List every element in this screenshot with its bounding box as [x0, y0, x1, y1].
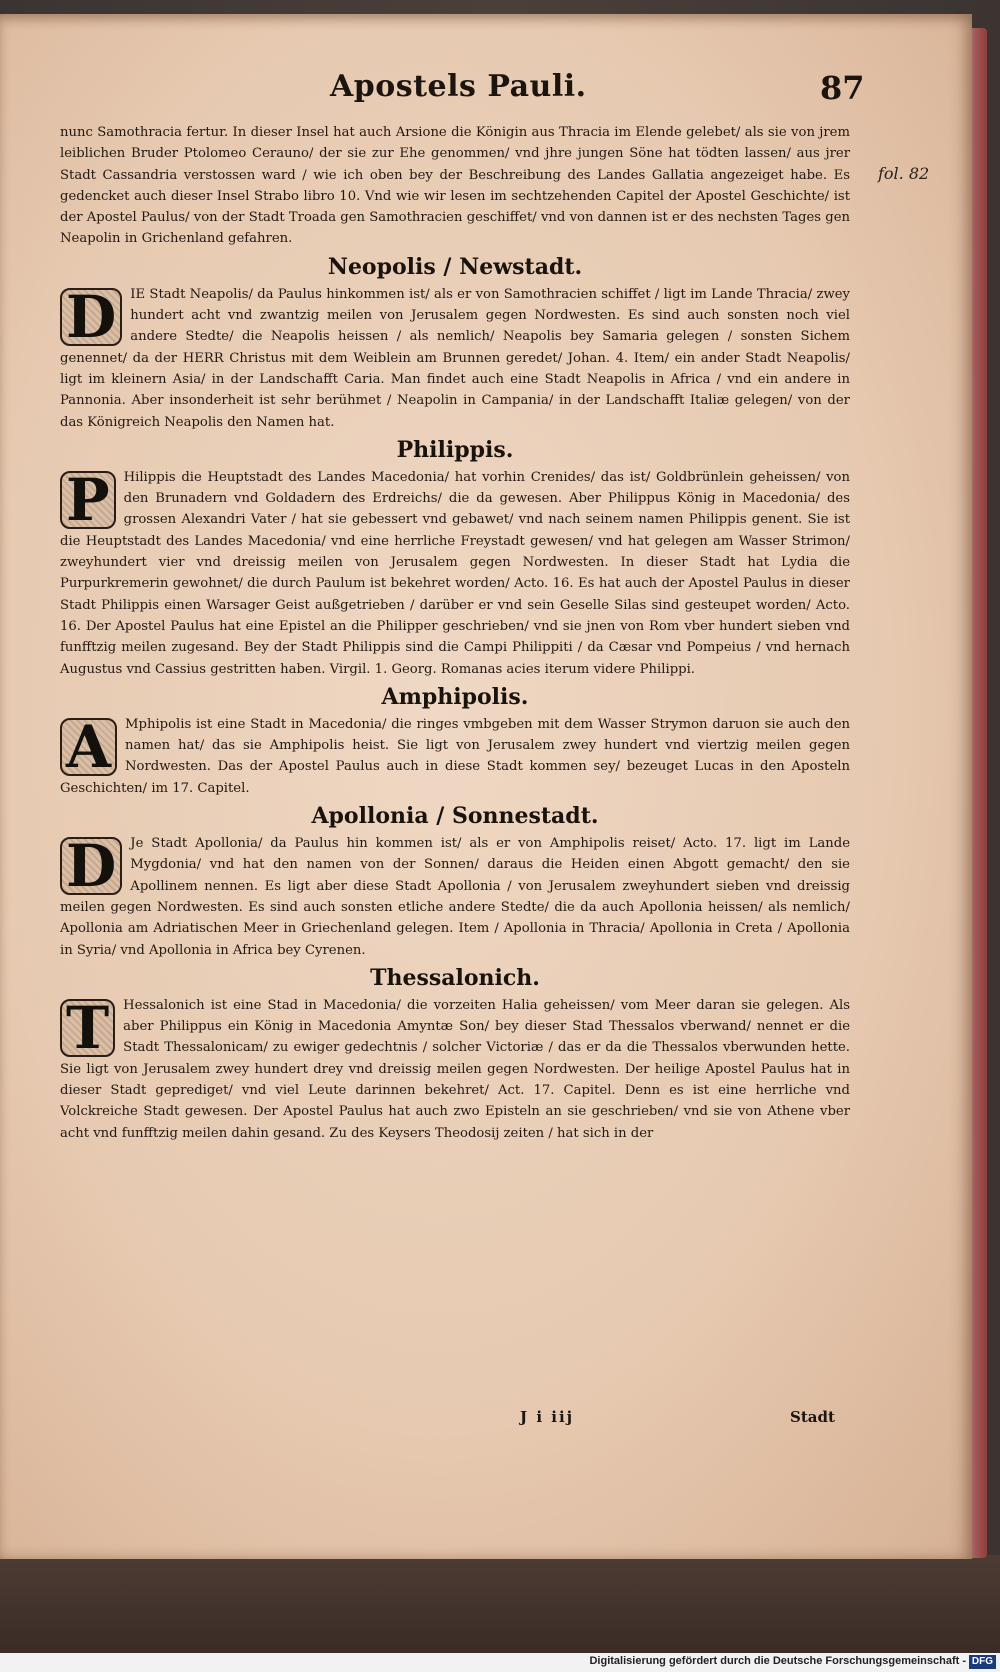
section-heading-neapolis: Neopolis / Newstadt. [327, 253, 583, 280]
catchword: Stadt [790, 1408, 835, 1426]
section-text: Hilippis die Heuptstadt des Landes Macedonia/ hat vorhin Crenides/ das ist/ Goldbrünlein geheissen/ von den Brunadern vnd Goldadern des Erdreichs/ die da gewesen. Aber Philippus König in Macedonia/ des grossen Alexandri Vater / hat sie gebessert vnd gebawet/ vnd nach seinem namen Philippis genent. Sie ist die Heuptstadt des Landes Macedonia/ vnd eine herrliche Freystadt gewesen/ vnd hat gelegen am Wasser Strimon/ zweyhundert vier vnd dreissig meilen von Jerusalem gegen Nordwesten. In dieser Stadt hat Lydia die Purpurkremerin gewohnet/ die durch Paulum ist bekehret worden/ Acto. 16. Es hat auch der Apostel Paulus in dieser Stadt Philippis einen Warsager Geist außgetrieben / darüber er vnd sein Geselle Silas sind gesteupet worden/ Acto. 16. Der Apostel Paulus hat eine Epistel an die Philipper geschrieben/ vnd sie jnen von Rom vber hundert sieben vnd funfftzig meilen zugesand. Bey der Stadt Philippis sind die Campi Philippiti / da Cæsar vnd Pompeius / vnd hernach Augustus vnd Cassius gestritten haben. Virgil. 1. Georg. Romanas acies iterum videre Philippi. [60, 469, 850, 677]
section-paragraph-amphipolis [60, 714, 850, 799]
section-paragraph-apollonia [60, 833, 850, 961]
drop-cap-initial: D [60, 288, 122, 346]
book-page [0, 14, 972, 1559]
drop-cap-initial: P [60, 471, 116, 529]
intro-paragraph: nunc Samothracia fertur. In dieser Insel hat auch Arsione die Königin aus Thracia im Elende gelebet/ als sie von jrem leiblichen Bruder Ptolomeo Cerauno/ der sie zur Ehe genommen/ vnd jhre jungen Söne hat tödten lassen/ aus jrer Stadt Cassandria verstossen ward / wie ich oben bey der Beschreibung des Landes Gallatia angezeiget habe. Es gedencket auch dieser Insel Strabo libro 10. Vnd wie wir lesen im sechtzehenden Capitel der Apostel Geschichte/ ist der Apostel Paulus/ von der Stadt Troada gen Samothracien geschiffet/ vnd von dannen ist er des nechsten Tages gen Neapolin in Grichenland gefahren. [60, 125, 850, 247]
digitization-footer [0, 1653, 1000, 1672]
section-text: Mphipolis ist eine Stadt in Macedonia/ die ringes vmbgeben mit dem Wasser Strymon daruon sie auch den namen hat/ das sie Amphipolis heist. Sie ligt von Jerusalem zwey hundert vnd viertzig meilen gegen Nordwesten. Das der Apostel Paulus auch in diese Stadt kommen sey/ bezeuget Lucas in den Aposteln Geschichten/ im 17. Capitel. [60, 716, 850, 796]
section-heading-thessalonich: Thessalonich. [370, 964, 540, 991]
drop-cap-initial: D [60, 837, 122, 895]
dfg-logo-badge: DFG [969, 1655, 996, 1669]
running-head: Apostels Pauli. [330, 69, 587, 104]
section-text: IE Stadt Neapolis/ da Paulus hinkommen ist/ als er von Samothracien schiffet / ligt im Lande Thracia/ zwey hundert acht vnd zwantzig meilen von Jerusalem gegen Nordwesten. Es sind auch sonsten noch viel andere Stedte/ die Neapolis heissen / als nemlich/ Neapolis bey Samaria gelegen / sonsten Sichem genennet/ da der HERR Christus mit dem Weiblein am Brunnen geredet/ Johan. 4. Item/ ein ander Stadt Neapolis/ ligt im kleinern Asia/ in der Landschafft Caria. Man findet auch eine Stadt Neapolis in Africa / vnd ein andere in Pannonia. Aber insonderheit ist sehr berühmet / Neapolin in Campania/ in der Landschafft Italiæ gelegen/ von der das Königreich Neapolis den Namen hat. [60, 286, 850, 430]
drop-cap-initial: T [60, 999, 115, 1057]
section-text: Je Stadt Apollonia/ da Paulus hin kommen ist/ als er von Amphipolis reiset/ Acto. 17. ligt im Lande Mygdonia/ vnd hat den namen von der Sonnen/ daraus die Heiden einen Abgott gemacht/ den sie Apollinem nennen. Es ligt aber diese Stadt Apollonia / von Jerusalem zweyhundert sieben vnd dreissig meilen gegen Nordwesten. Es sind auch sonsten etliche andere Stedte/ die da auch Apollonia heissen/ als nemlich/ Apollonia am Adriatischen Meer in Griechenland gelegen. Item / Apollonia in Thracia/ Apollonia in Creta / Apollonia in Syria/ vnd Apollonia in Africa bey Cyrenen. [60, 836, 850, 958]
text-block [60, 122, 850, 1144]
page-number: 87 [820, 69, 865, 107]
drop-cap-initial: A [60, 718, 117, 776]
section-heading-apollonia: Apollonia / Sonnestadt. [311, 803, 599, 830]
footer-credit: Digitalisierung gefördert durch die Deutsche Forschungsgemeinschaft - [589, 1655, 966, 1667]
section-paragraph-philippis [60, 467, 850, 680]
margin-note: fol. 82 [878, 164, 930, 183]
section-heading-amphipolis: Amphipolis. [381, 683, 529, 710]
section-text: Hessalonich ist eine Stad in Macedonia/ die vorzeiten Halia geheissen/ vom Meer daran sie gelegen. Als aber Philippus ein König in Macedonia Amyntæ Son/ bey dieser Stad Thessalos vberwand/ nennet er die Stadt Thessalonicam/ zu ewiger gedechtnis / solcher Victoriæ / das er da die Thessalos vberwunden hette. Sie ligt von Jerusalem zwey hundert drey vnd dreissig meilen gegen Nordwesten. Der heilige Apostel Paulus hat in dieser Stadt geprediget/ vnd viel Leute darinnen bekehret/ Act. 17. Capitel. Denn es ist eine herrliche vnd Volckreiche Stadt gewesen. Der Apostel Paulus hat auch zwo Episteln an sie geschrieben/ vnd sie von Athene vber acht vnd funfftzig meilen dahin gesand. Zu des Keysers Theodosij zeiten / hat sich in der [60, 997, 850, 1141]
section-paragraph-neapolis [60, 284, 850, 433]
section-heading-philippis: Philippis. [396, 436, 514, 463]
book-cover-edge [0, 1555, 1000, 1655]
page-header [60, 69, 890, 117]
section-paragraph-thessalonich [60, 995, 850, 1144]
signature-mark: J i iij [520, 1408, 575, 1426]
